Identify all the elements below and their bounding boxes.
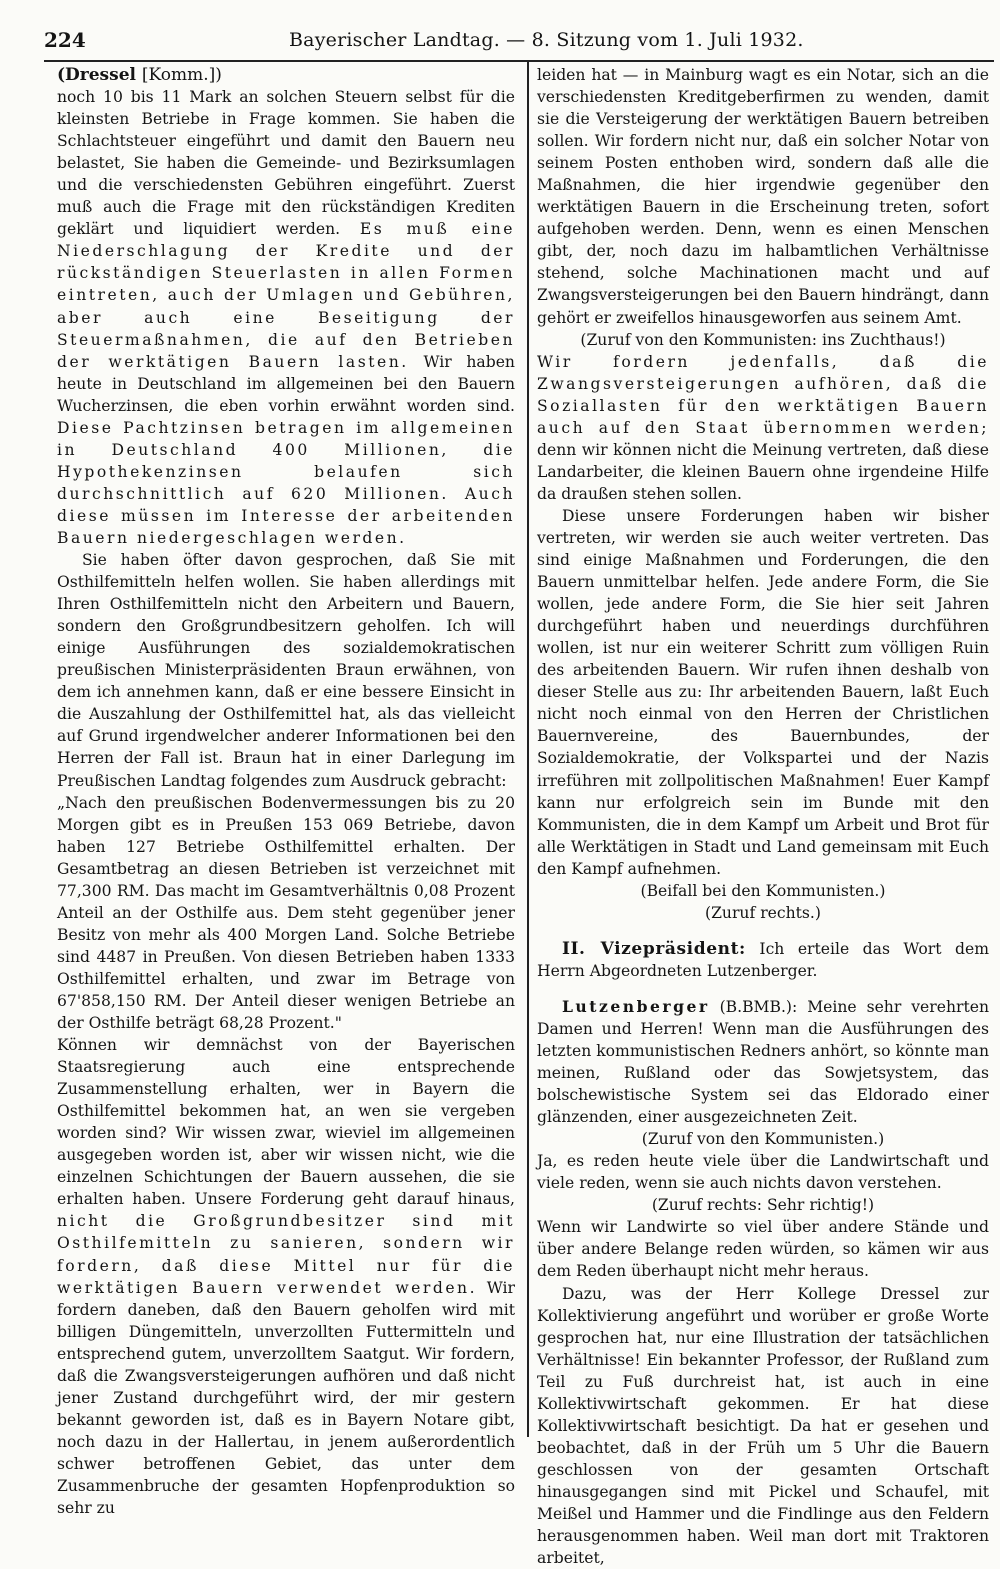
speaker-name: II. Vizepräsident:	[561, 938, 746, 959]
left-column	[57, 64, 515, 1518]
section-gap	[537, 982, 989, 996]
header-rule	[44, 60, 994, 62]
text-run: Wir fordern daneben, daß den Bauern geholfen wird mit billigen Düngemitteln, unverzollten Futtermitteln und entsprechend gutem, unverzolltem Saatgut. Wir fordern, daß die Zwangsversteigerungen aufhören und daß nicht jener Zustand durchgeführt wird, der mir gestern bekannt geworden ist, daß es in Bayern Notare gibt, noch dazu in der Hallertau, in jenem außerordentlich schwer betroffenen Gebiet, das unter dem Zusammenbruche der gesamten Hopfenproduktion so sehr zu	[57, 1278, 515, 1518]
speaker-name: (Dressel	[57, 65, 136, 85]
text-run: denn wir können nicht die Meinung vertreten, daß diese Landarbeiter, die kleinen Bauern ohne irgendeine Hilfe da draußen stehen sollen.	[537, 440, 989, 503]
speaker-party: [Komm.])	[141, 65, 222, 85]
paragraph	[57, 86, 515, 549]
paragraph: leiden hat — in Mainburg wagt es ein Notar, sich an die verschiedensten Kreditgeberfirmen zu wenden, damit sie die Versteigerung der werktätigen Bauern betreiben sollen. Wir fordern nicht nur, daß ein solcher Notar von seinem Posten enthoben wird, sondern daß alle die Maßnahmen, die hier irgendwie gegenüber den werktätigen Bauern in die Erscheinung treten, sofort aufgehoben werden. Denn, wenn es einen Menschen gibt, der, noch dazu im halbamtlichen Verhältnisse stehend, solche Machinationen macht und auf Zwangsversteigerungen bei den Bauern hindrängt, dann gehört er zweifellos hinausgeworfen aus seinem Amt.	[537, 66, 989, 327]
paragraph: Diese unsere Forderungen haben wir bisher vertreten, wir werden sie auch weiter vertreten. Das sind einige Maßnahmen und Forderungen, die den Bauern unmittelbar helfen. Jede andere Form, die Sie wollen, jede andere Form, die Sie hier seit Jahren durchgeführt haben und neuerdings durchführen wollen, ist nur ein weiterer Schritt zum völligen Ruin des arbeitenden Bauern. Wir rufen ihnen deshalb von dieser Stelle aus zu: Ihr arbeitenden Bauern, laßt Euch nicht noch einmal von den Herren der Christlichen Bauernvereine, des Bauernbundes, der Sozialdemokratie, der Volkspartei und der Nazis irreführen mit zollpolitischen Maßnahmen! Euer Kampf kann nur erfolgreich sein im Bunde mit den Kommunisten, die in dem Kampf um Arbeit und Brot für alle Werktätigen in Stadt und Land gemeinsam mit Euch den Kampf aufnehmen.	[537, 506, 989, 878]
speaker-continuation-label	[57, 64, 515, 86]
section-gap	[537, 924, 989, 938]
interjection: (Zuruf von den Kommunisten.)	[641, 1130, 885, 1149]
column-divider	[527, 62, 529, 1437]
interjection: (Zuruf rechts.)	[705, 903, 821, 922]
text-run: noch 10 bis 11 Mark an solchen Steuern selbst für die kleinsten Betriebe in Frage kommen. Sie haben die Schlachtsteuer eingeführt und damit den Bauern neu belastet, Sie haben die Gemeinde- und Bezirksumlagen und die verschiedensten Gebühren eingeführt. Zuerst muß auch die Frage mit den rückständigen Krediten geklärt und liquidiert werden.	[57, 88, 515, 239]
speaker-name: Lutzenberger	[561, 996, 710, 1016]
text-run: Ich erteile das Wort dem Herrn Abgeordneten Lutzenberger.	[537, 939, 989, 980]
paragraph: Ja, es reden heute viele über die Landwirtschaft und viele reden, wenn sie auch nichts davon verstehen.	[537, 1152, 989, 1193]
text-run: Wir haben heute in Deutschland im allgemeinen bei den Bauern Wucherzinsen, die eben vorhin erwähnt worden sind.	[57, 352, 515, 415]
paragraph	[537, 351, 989, 505]
paragraph: Dazu, was der Herr Kollege Dressel zur Kollektivierung angeführt und worüber er große Worte gesprochen hat, nur eine Illustration der tatsächlichen Verhältnisse! Ein bekannter Professor, der Rußland zum Teil zu Fuß durchreist hat, ist auch in eine Kollektivwirtschaft gekommen. Er hat diese Kollektivwirtschaft besichtigt. Da hat er gesehen und beobachtet, daß in der Früh um 5 Uhr die Bauern geschlossen von der gesamten Ortschaft hinausgegangen sind mit Pickel und Schaufel, mit Meißel und Hammer und die Findlinge aus den Feldern herausgenommen haben. Weil man dort mit Traktoren arbeitet,	[537, 1284, 989, 1568]
text-run-emphasis: Wir fordern jedenfalls, daß die Zwangsversteigerungen aufhören, daß die Soziallasten für den werktätigen Bauern auch auf den Staat übernommen werden;	[537, 352, 989, 437]
text-run: Können wir demnächst von der Bayerischen Staatsregierung auch eine entsprechende Zusammenstellung erhalten, wer in Bayern die Osthilfemittel bekommen hat, an wen sie vergeben worden sind? Wir wissen zwar, wieviel im allgemeinen ausgegeben worden ist, aber wir wissen nicht, wie die einzelnen Schichtungen der Bauern aussehen, die sie erhalten haben. Unsere Forderung geht darauf hinaus,	[57, 1036, 515, 1209]
page-number: 224	[44, 28, 86, 52]
text-run-emphasis: nicht die Großgrundbesitzer sind mit Osthilfemitteln zu sanieren, sondern wir fordern, daß diese Mittel nur für die werktätigen Bauern verwendet werden.	[57, 1212, 515, 1297]
paragraph: Wenn wir Landwirte so viel über andere Stände und über andere Belange reden würden, so kämen wir aus dem Reden überhaupt nicht mehr heraus.	[537, 1218, 989, 1281]
text-run-emphasis: Es muß eine Niederschlagung der Kredite und der rückständigen Steuerlasten in allen Formen eintreten, auch der Umlagen und Gebühren, aber auch eine Beseitigung der Steuermaßnahmen, die auf den Betrieben der werktätigen Bauern lasten.	[57, 220, 515, 371]
running-title: Bayerischer Landtag. — 8. Sitzung vom 1. Juli 1932.	[289, 29, 804, 51]
text-run: (B.BMB.): Meine sehr verehrten Damen und Herren! Wenn man die Ausführungen des letzten kommunistischen Redners anhört, so könnte man meinen, Rußland oder das Sowjetsystem, das bolschewistische System sei das Eldorado einer glänzenden, einer ausgezeichneten Zeit.	[537, 997, 989, 1127]
paragraph	[537, 938, 989, 982]
interjection: (Zuruf rechts: Sehr richtig!)	[651, 1196, 875, 1215]
right-column	[537, 64, 989, 1568]
interjection: (Zuruf von den Kommunisten: ins Zuchthaus!)	[580, 330, 946, 349]
block-quote: „Nach den preußischen Bodenvermessungen bis zu 20 Morgen gibt es in Preußen 153 069 Betriebe, davon haben 127 Betriebe Osthilfemittel erhalten. Der Gesamtbetrag an diesen Betrieben ist verzeichnet mit 77,300 RM. Das macht im Gesamtverhältnis 0,08 Prozent Anteil an der Osthilfe aus. Dem steht gegenüber jener Besitz von mehr als 400 Morgen Land. Solche Betriebe sind 4487 in Preußen. Von diesen Betrieben haben 1333 Osthilfemittel erhalten, und zwar im Betrage von 67'858,150 RM. Der Anteil dieser wenigen Betriebe an der Osthilfe beträgt 68,28 Prozent."	[57, 793, 515, 1033]
interjection: (Beifall bei den Kommunisten.)	[640, 881, 886, 900]
paragraph	[537, 996, 989, 1128]
page-header	[44, 28, 994, 54]
paragraph: Sie haben öfter davon gesprochen, daß Sie mit Osthilfemitteln helfen wollen. Sie haben allerdings mit Ihren Osthilfemitteln nicht den Arbeitern und Bauern, sondern den Großgrundbesitzern geholfen. Ich will einige Ausführungen des sozialdemokratischen preußischen Ministerpräsidenten Braun erwähnen, von dem ich annehmen kann, daß er eine bessere Einsicht in die Auszahlung der Osthilfemittel hat, als das vielleicht auf Grund irgendwelcher anderer Informationen bei den Herren der Fall ist. Braun hat in einer Darlegung im Preußischen Landtag folgendes zum Ausdruck gebracht:	[57, 551, 515, 790]
paragraph	[57, 1034, 515, 1519]
text-run-emphasis: Diese Pachtzinsen betragen im allgemeinen in Deutschland 400 Millionen, die Hypothekenzinsen belaufen sich durchschnittlich auf 620 Millionen. Auch diese müssen im Interesse der arbeitenden Bauern niedergeschlagen werden.	[57, 418, 515, 547]
